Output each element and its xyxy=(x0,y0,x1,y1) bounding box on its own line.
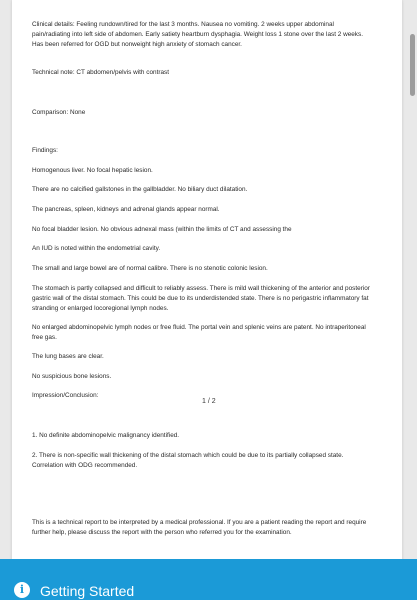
clinical-details: Clinical details: Feeling rundown/tired for the last 3 months. Nausea no vomiting. 2 weeks upper abdominal pain/radiating into left side of abdomen. Early satiety heartburn dysphagia. Weight loss 1 stone over the last 2 weeks. Has been referred for OGD but nonweight high anxiety of stomach cancer. xyxy=(32,21,363,49)
document-page xyxy=(12,0,402,600)
finding-stomach: The stomach is partly collapsed and difficult to reliably assess. There is mild wall thickening of the anterior and posterior gastric wall of the distal stomach. This could be due to its underdistended state. There is no perigastric inflammatory fat stranding or enlarged locoregional lymph nodes. xyxy=(32,285,370,313)
finding-bowel: The small and large bowel are of normal calibre. There is no stenotic colonic lesion. xyxy=(32,265,268,272)
scrollbar-thumb[interactable] xyxy=(410,34,415,96)
impression-heading: Impression/Conclusion: xyxy=(32,392,99,399)
comparison: Comparison: None xyxy=(32,109,86,116)
finding-pancreas: The pancreas, spleen, kidneys and adrenal glands appear normal. xyxy=(32,206,220,213)
disclaimer: This is a technical report to be interpreted by a medical professional. If you are a patient reading the report and require further help, please discuss the report with the person who referred you for the examination. xyxy=(32,519,367,537)
conclusion-2: 2. There is non-specific wall thickening of the distal stomach which could be due to its partially collapsed state. Correlation with ODG recommended. xyxy=(32,452,344,470)
finding-lung-bases: The lung bases are clear. xyxy=(32,353,104,360)
finding-bone: No suspicious bone lesions. xyxy=(32,373,112,380)
finding-lymph-nodes: No enlarged abdominopelvic lymph nodes or free fluid. The portal vein and splenic veins are patent. No intraperitoneal free gas. xyxy=(32,324,366,342)
finding-iud: An IUD is noted within the endometrial cavity. xyxy=(32,245,161,252)
scrollbar[interactable] xyxy=(410,0,416,600)
conclusion-1: 1. No definite abdominopelvic malignancy identified. xyxy=(32,432,180,439)
finding-bladder: No focal bladder lesion. No obvious adnexal mass (within the limits of CT and assessing the xyxy=(32,226,292,233)
finding-gallbladder: There are no calcified gallstones in the gallbladder. No biliary duct dilatation. xyxy=(32,186,248,193)
page-indicator: 1 / 2 xyxy=(202,398,216,405)
finding-liver: Homogenous liver. No focal hepatic lesion. xyxy=(32,167,153,174)
technical-note: Technical note: CT abdomen/pelvis with contrast xyxy=(32,69,169,76)
findings-heading: Findings: xyxy=(32,147,58,154)
getting-started-banner[interactable] xyxy=(0,559,417,600)
banner-title: Getting Started xyxy=(40,583,135,599)
info-icon: i xyxy=(14,582,30,598)
